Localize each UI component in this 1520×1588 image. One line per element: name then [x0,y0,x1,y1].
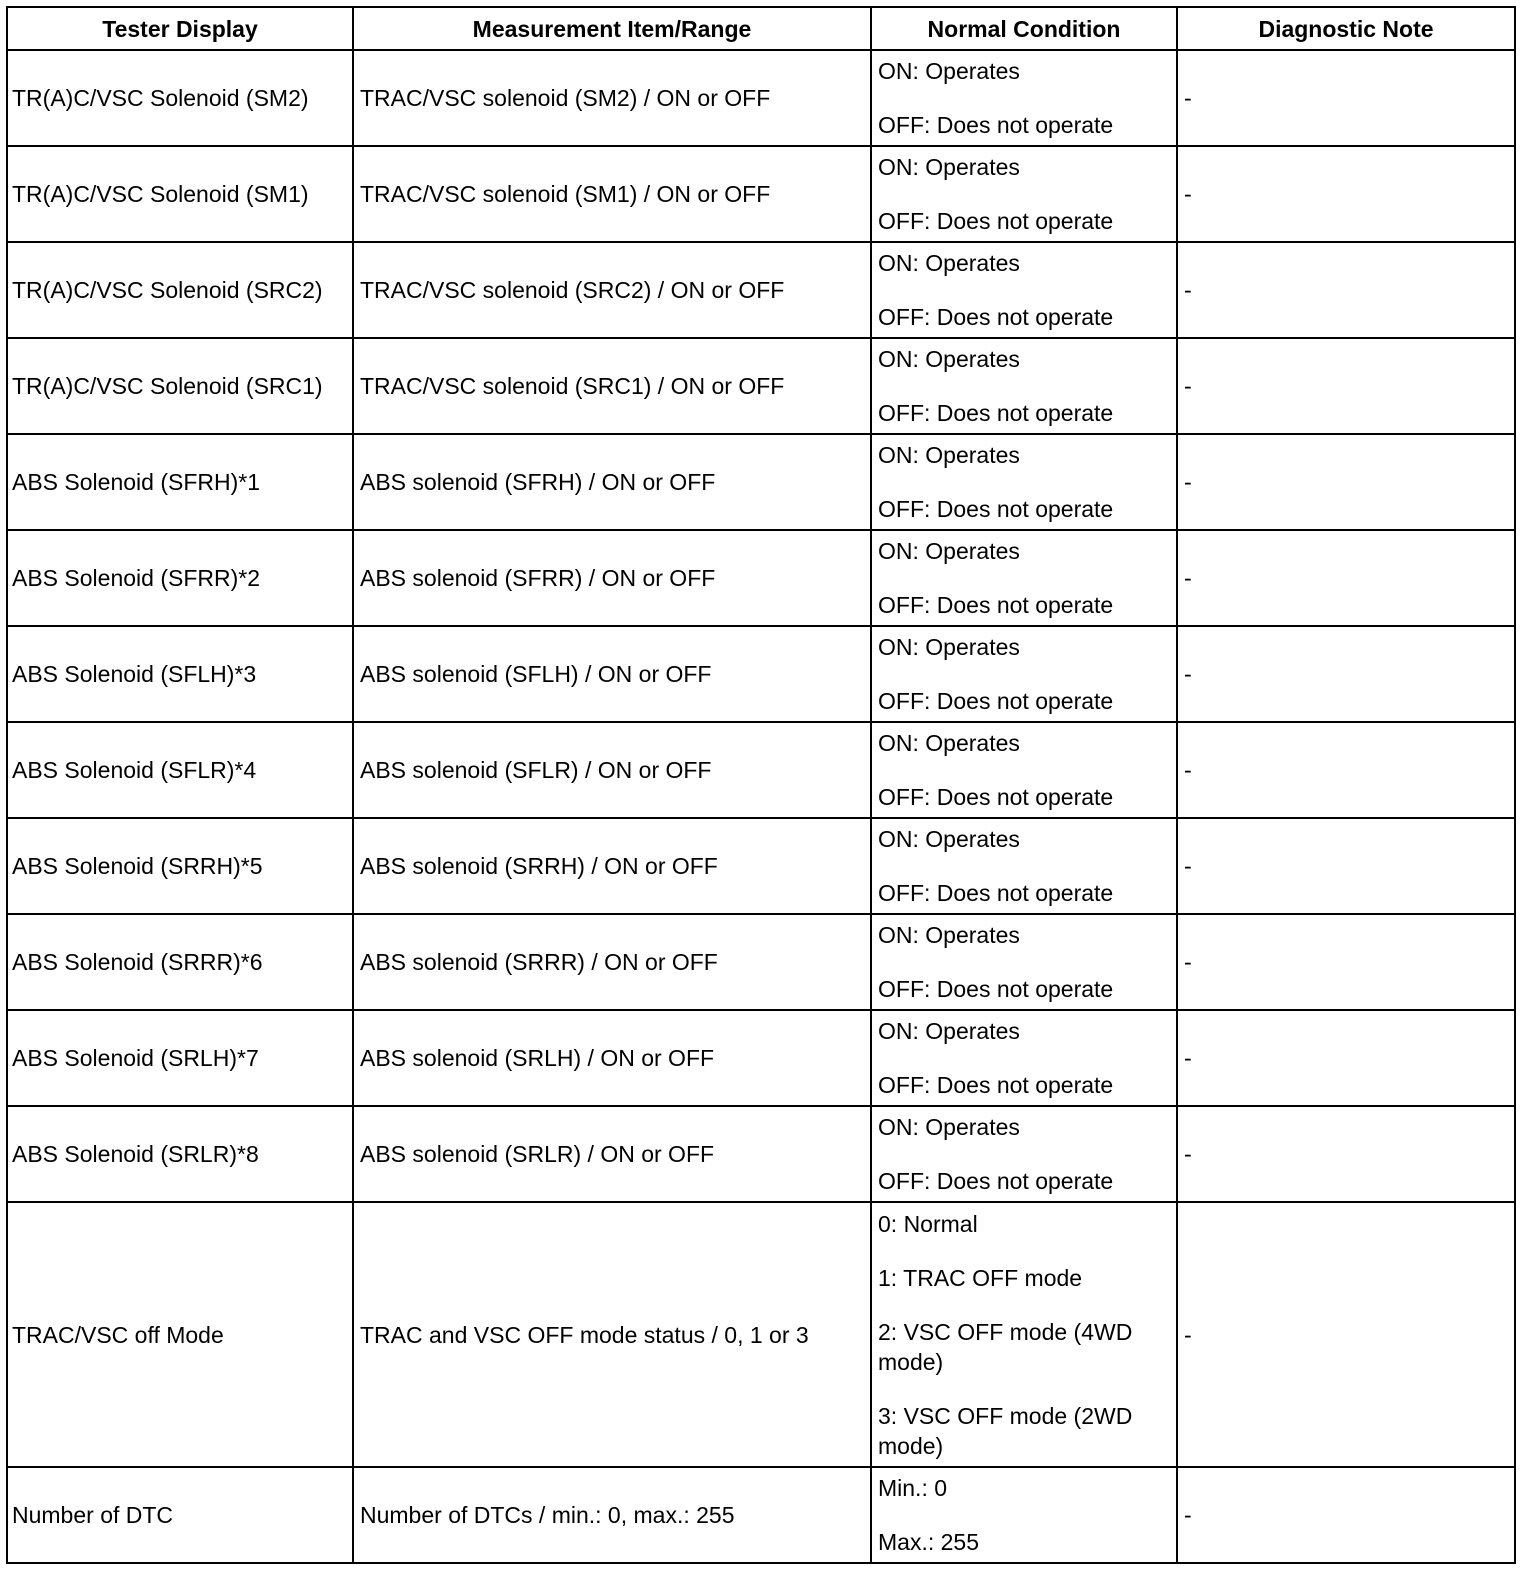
measurement-item-cell: ABS solenoid (SFRH) / ON or OFF [353,434,871,530]
table-row [7,1202,1515,1467]
condition-line: 1: TRAC OFF mode [878,1264,1083,1291]
normal-condition-cell [871,722,1177,818]
condition-line: OFF: Does not operate [878,208,1114,234]
condition-line: Max.: 255 [878,1529,979,1555]
table-row [7,1106,1515,1202]
tester-display-cell: TR(A)C/VSC Solenoid (SM2) [7,50,353,146]
condition-line: Min.: 0 [878,1475,948,1501]
diagnostic-note-cell: - [1177,338,1515,434]
condition-line: 2: VSC OFF mode (4WD mode) [878,1318,1133,1375]
diagnostic-note-cell: - [1177,434,1515,530]
tester-display-cell: ABS Solenoid (SFRH)*1 [7,434,353,530]
condition-line: ON: Operates [878,922,1020,948]
condition-line: OFF: Does not operate [878,112,1114,138]
normal-condition-cell [871,242,1177,338]
normal-condition-cell [871,1202,1177,1467]
condition-line: OFF: Does not operate [878,976,1114,1002]
condition-line: ON: Operates [878,1114,1020,1140]
diagnostic-note-cell: - [1177,1106,1515,1202]
table-row [7,1467,1515,1563]
condition-line: OFF: Does not operate [878,784,1114,810]
tester-display-cell: TR(A)C/VSC Solenoid (SRC1) [7,338,353,434]
diagnostic-note-cell: - [1177,1467,1515,1563]
measurement-item-cell: ABS solenoid (SRLH) / ON or OFF [353,1010,871,1106]
measurement-item-cell: TRAC/VSC solenoid (SRC2) / ON or OFF [353,242,871,338]
measurement-item-cell: Number of DTCs / min.: 0, max.: 255 [353,1467,871,1563]
table-header [7,7,1515,50]
condition-line: OFF: Does not operate [878,496,1114,522]
measurement-item-cell: ABS solenoid (SFRR) / ON or OFF [353,530,871,626]
table-row [7,818,1515,914]
measurement-item-cell: ABS solenoid (SFLR) / ON or OFF [353,722,871,818]
measurement-item-cell: ABS solenoid (SRRH) / ON or OFF [353,818,871,914]
table-row [7,50,1515,146]
diagnostic-note-cell: - [1177,1010,1515,1106]
table-row [7,626,1515,722]
data-list-table [6,6,1516,1564]
table-row [7,914,1515,1010]
table-body [7,50,1515,1563]
condition-line: ON: Operates [878,154,1020,180]
header-row [7,7,1515,50]
tester-display-cell: TR(A)C/VSC Solenoid (SM1) [7,146,353,242]
measurement-item-cell: TRAC/VSC solenoid (SM1) / ON or OFF [353,146,871,242]
header-normal-condition: Normal Condition [871,7,1177,50]
condition-line: OFF: Does not operate [878,400,1114,426]
header-diagnostic-note: Diagnostic Note [1177,7,1515,50]
diagnostic-note-cell: - [1177,914,1515,1010]
tester-display-cell: ABS Solenoid (SFLH)*3 [7,626,353,722]
condition-line: ON: Operates [878,1018,1020,1044]
condition-line: OFF: Does not operate [878,592,1114,618]
normal-condition-cell [871,530,1177,626]
tester-display-cell: ABS Solenoid (SRLR)*8 [7,1106,353,1202]
normal-condition-cell [871,914,1177,1010]
header-measurement-item: Measurement Item/Range [353,7,871,50]
normal-condition-cell [871,434,1177,530]
tester-display-cell: ABS Solenoid (SFRR)*2 [7,530,353,626]
diagnostic-note-cell: - [1177,50,1515,146]
condition-line: ON: Operates [878,730,1020,756]
header-tester-display: Tester Display [7,7,353,50]
normal-condition-cell [871,338,1177,434]
condition-line: ON: Operates [878,826,1020,852]
diagnostic-note-cell: - [1177,722,1515,818]
normal-condition-cell [871,50,1177,146]
measurement-item-cell: TRAC/VSC solenoid (SM2) / ON or OFF [353,50,871,146]
measurement-item-cell: TRAC/VSC solenoid (SRC1) / ON or OFF [353,338,871,434]
table-row [7,242,1515,338]
diagnostic-note-cell: - [1177,530,1515,626]
normal-condition-cell [871,1106,1177,1202]
condition-line: 0: Normal [878,1210,978,1237]
diagnostic-note-cell: - [1177,1202,1515,1467]
condition-line: ON: Operates [878,634,1020,660]
normal-condition-cell [871,818,1177,914]
normal-condition-cell [871,626,1177,722]
table-row [7,434,1515,530]
table-row [7,722,1515,818]
diagnostic-note-cell: - [1177,146,1515,242]
condition-line: ON: Operates [878,346,1020,372]
tester-display-cell: TRAC/VSC off Mode [7,1202,353,1467]
condition-line: ON: Operates [878,538,1020,564]
diagnostic-note-cell: - [1177,626,1515,722]
normal-condition-cell [871,1467,1177,1563]
condition-line: 3: VSC OFF mode (2WD mode) [878,1402,1133,1459]
condition-line: OFF: Does not operate [878,1168,1114,1194]
measurement-item-cell: TRAC and VSC OFF mode status / 0, 1 or 3 [353,1202,871,1467]
condition-line: OFF: Does not operate [878,304,1114,330]
tester-display-cell: ABS Solenoid (SRRH)*5 [7,818,353,914]
condition-line: ON: Operates [878,250,1020,276]
condition-line: ON: Operates [878,442,1020,468]
measurement-item-cell: ABS solenoid (SRRR) / ON or OFF [353,914,871,1010]
table-row [7,1010,1515,1106]
tester-display-cell: TR(A)C/VSC Solenoid (SRC2) [7,242,353,338]
tester-display-cell: ABS Solenoid (SRLH)*7 [7,1010,353,1106]
tester-display-cell: Number of DTC [7,1467,353,1563]
diagnostic-note-cell: - [1177,242,1515,338]
normal-condition-cell [871,146,1177,242]
tester-display-cell: ABS Solenoid (SRRR)*6 [7,914,353,1010]
tester-display-cell: ABS Solenoid (SFLR)*4 [7,722,353,818]
condition-line: OFF: Does not operate [878,880,1114,906]
measurement-item-cell: ABS solenoid (SFLH) / ON or OFF [353,626,871,722]
condition-line: ON: Operates [878,58,1020,84]
diagnostic-note-cell: - [1177,818,1515,914]
condition-line: OFF: Does not operate [878,688,1114,714]
normal-condition-cell [871,1010,1177,1106]
measurement-item-cell: ABS solenoid (SRLR) / ON or OFF [353,1106,871,1202]
table-row [7,338,1515,434]
table-row [7,146,1515,242]
condition-line: OFF: Does not operate [878,1072,1114,1098]
table-row [7,530,1515,626]
